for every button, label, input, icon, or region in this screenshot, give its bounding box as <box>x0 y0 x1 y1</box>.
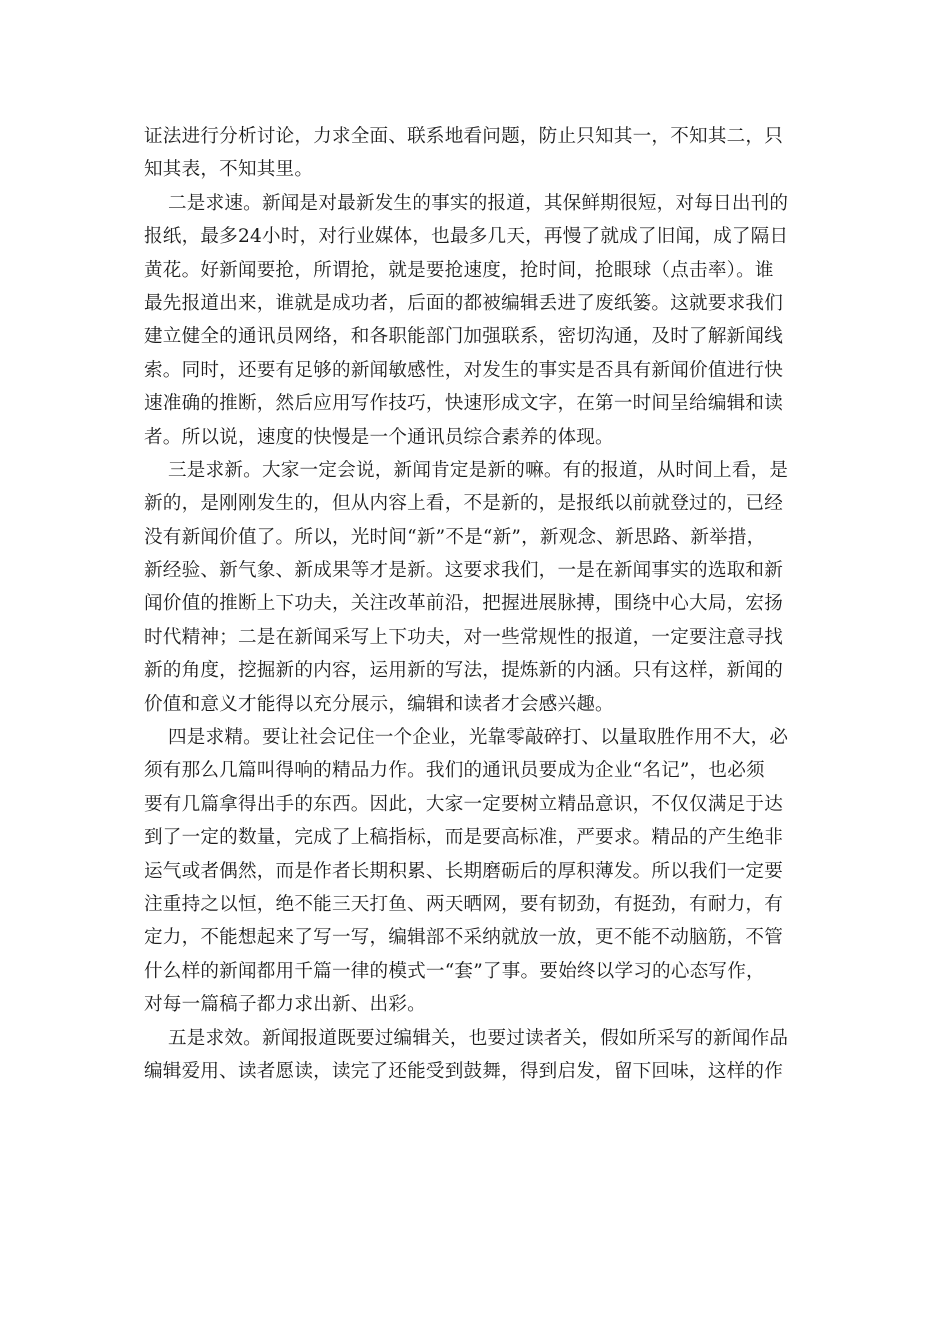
text-line: 运气或者偶然，而是作者长期积累、长期磨砺后的厚积薄发。所以我们一定要 <box>144 860 783 882</box>
text-line: 编辑爱用、读者愿读，读完了还能受到鼓舞，得到启发，留下回味，这样的作 <box>144 1060 783 1082</box>
text-line: 证法进行分析讨论，力求全面、联系地看问题，防止只知其一，不知其二，只 <box>144 126 783 147</box>
text-line: 没有新闻价值了。所以，光时间“新”不是“新”，新观念、新思路、新举措， <box>144 526 766 548</box>
text-line: 注重持之以恒，绝不能三天打鱼、两天晒网，要有韧劲，有挺劲，有耐力，有 <box>144 893 783 915</box>
text-line: 报纸，最多24小时，对行业媒体，也最多几天，再慢了就成了旧闻，成了隔日 <box>144 226 789 248</box>
text-line: 建立健全的通讯员网络，和各职能部门加强联系，密切沟通，及时了解新闻线 <box>144 326 783 348</box>
text-line: 五是求效。新闻报道既要过编辑关，也要过读者关，假如所采写的新闻作品 <box>168 1027 789 1049</box>
text-line: 索。同时，还要有足够的新闻敏感性，对发生的事实是否具有新闻价值进行快 <box>144 359 783 381</box>
text-line: 四是求精。要让社会记住一个企业，光靠零敲碎打、以量取胜作用不大，必 <box>168 727 789 749</box>
text-line: 什么样的新闻都用千篇一律的模式一“套”了事。要始终以学习的心态写作， <box>144 960 765 982</box>
text-line: 知其表，不知其里。 <box>144 159 314 181</box>
text-line: 对每一篇稿子都力求出新、出彩。 <box>144 994 426 1016</box>
text-line: 时代精神；二是在新闻采写上下功夫，对一些常规性的报道，一定要注意寻找 <box>144 626 783 648</box>
text-line: 新的角度，挖掘新的内容，运用新的写法，提炼新的内涵。只有这样，新闻的 <box>144 660 783 682</box>
text-line: 速准确的推断，然后应用写作技巧，快速形成文字，在第一时间呈给编辑和读 <box>144 393 783 415</box>
text-line: 最先报道出来，谁就是成功者，后面的都被编辑丢进了废纸篓。这就要求我们 <box>144 292 783 314</box>
text-line: 要有几篇拿得出手的东西。因此，大家一定要树立精品意识，不仅仅满足于达 <box>144 793 783 815</box>
text-line: 黄花。好新闻要抢，所谓抢，就是要抢速度，抢时间，抢眼球（点击率）。谁 <box>144 259 774 281</box>
text-line: 闻价值的推断上下功夫，关注改革前沿，把握进展脉搏，围绕中心大局，宏扬 <box>144 593 783 615</box>
document-body-text <box>144 120 804 1088</box>
text-line: 到了一定的数量，完成了上稿指标，而是要高标准，严要求。精品的产生绝非 <box>144 827 783 849</box>
text-line: 新的，是刚刚发生的，但从内容上看，不是新的，是报纸以前就登过的，已经 <box>144 493 783 515</box>
text-line: 须有那么几篇叫得响的精品力作。我们的通讯员要成为企业“名记”，也必须 <box>144 760 765 782</box>
text-line: 三是求新。大家一定会说，新闻肯定是新的嘛。有的报道，从时间上看，是 <box>168 459 789 481</box>
text-line: 新经验、新气象、新成果等才是新。这要求我们，一是在新闻事实的选取和新 <box>144 560 783 582</box>
text-line: 者。所以说，速度的快慢是一个通讯员综合素养的体现。 <box>144 426 614 448</box>
text-line: 定力，不能想起来了写一写，编辑部不采纳就放一放，更不能不动脑筋，不管 <box>144 927 783 949</box>
text-line: 价值和意义才能得以充分展示，编辑和读者才会感兴趣。 <box>144 693 614 715</box>
text-line: 二是求速。新闻是对最新发生的事实的报道，其保鲜期很短，对每日出刊的 <box>168 192 789 214</box>
